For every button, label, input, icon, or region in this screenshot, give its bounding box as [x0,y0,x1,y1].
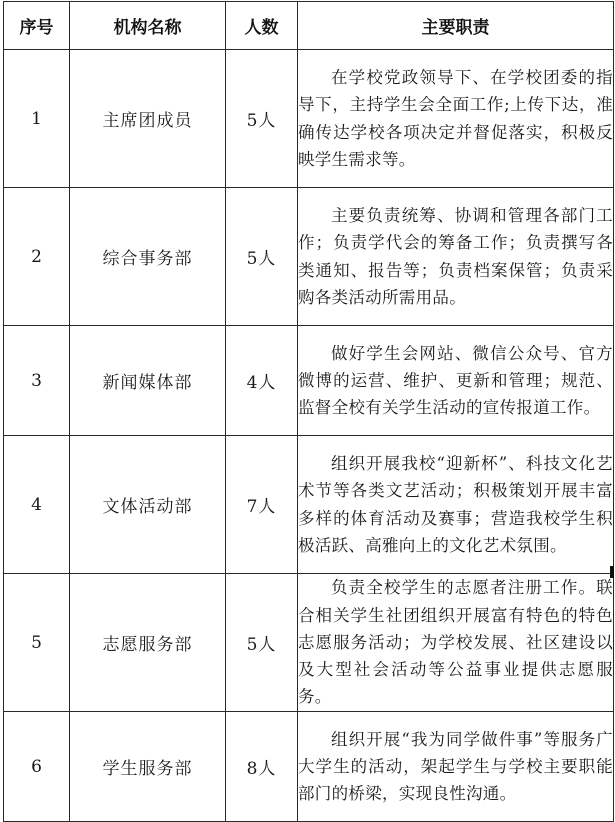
row-duty: 主要负责统筹、协调和管理各部门工作；负责学代会的筹备工作；负责撰写各类通知、报告等；负责档案保管；负责采购各类活动所需用品。 [298,188,614,326]
header-count: 人数 [226,2,298,50]
table-row [4,712,614,822]
row-count: 7人 [226,436,298,574]
row-index: 5 [4,574,70,712]
row-duty: 组织开展我校“迎新杯”、科技文化艺术节等各类文艺活动；积极策划开展丰富多样的体育活动及赛事；营造我校学生积极活跃、高雅向上的文化艺术氛围。 [298,436,614,574]
row-name: 综合事务部 [70,188,226,326]
row-count: 4人 [226,326,298,436]
table-row [4,188,614,326]
row-count: 8人 [226,712,298,822]
row-count: 5人 [226,574,298,712]
row-index: 6 [4,712,70,822]
row-name: 新闻媒体部 [70,326,226,436]
row-index: 1 [4,50,70,188]
row-name: 文体活动部 [70,436,226,574]
row-count: 5人 [226,50,298,188]
table-row [4,326,614,436]
table-row [4,574,614,712]
table-header-row [4,2,614,50]
row-index: 4 [4,436,70,574]
row-index: 3 [4,326,70,436]
header-duty: 主要职责 [298,2,614,50]
row-index: 2 [4,188,70,326]
organization-table [3,1,614,822]
table-row [4,436,614,574]
row-duty: 负责全校学生的志愿者注册工作。联合相关学生社团组织开展富有特色的特色志愿服务活动；为学校发展、社区建设以及大型社会活动等公益事业提供志愿服务。 [298,574,614,712]
row-count: 5人 [226,188,298,326]
row-name: 志愿服务部 [70,574,226,712]
header-index: 序号 [4,2,70,50]
row-duty: 组织开展“我为同学做件事”等服务广大学生的活动，架起学生与学校主要职能部门的桥梁，实现良性沟通。 [298,712,614,822]
row-duty: 做好学生会网站、微信公众号、官方微博的运营、维护、更新和管理；规范、监督全校有关学生活动的宣传报道工作。 [298,326,614,436]
edge-mark [610,566,614,578]
row-name: 主席团成员 [70,50,226,188]
row-name: 学生服务部 [70,712,226,822]
row-duty: 在学校党政领导下、在学校团委的指导下，主持学生会全面工作;上传下达，准确传达学校各项决定并督促落实，积极反映学生需求等。 [298,50,614,188]
header-name: 机构名称 [70,2,226,50]
table-row [4,50,614,188]
